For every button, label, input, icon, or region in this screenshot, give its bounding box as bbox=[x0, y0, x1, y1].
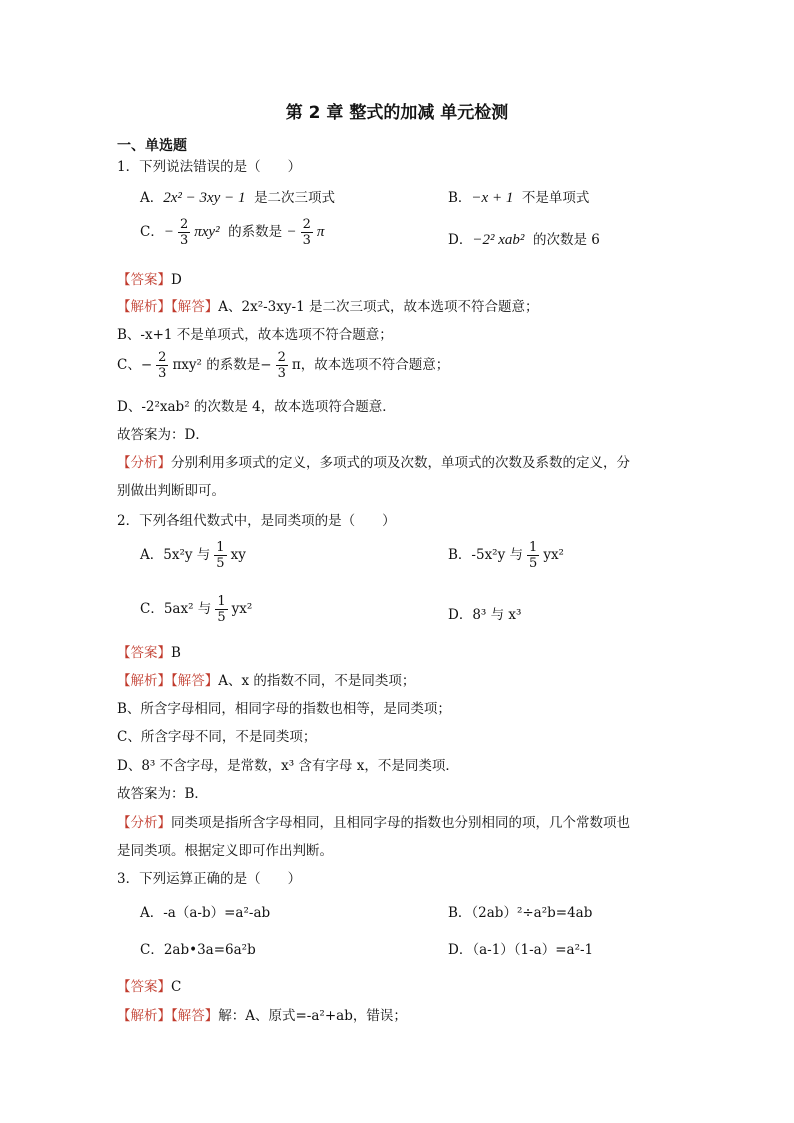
q1-c-text: 的系数是 bbox=[228, 224, 283, 240]
q1-b-label: B． bbox=[448, 190, 472, 206]
q1-c-fraction bbox=[178, 217, 190, 248]
q2-answer-tag: 【答案】 bbox=[117, 645, 171, 661]
q1-fenxi-1 bbox=[117, 451, 630, 471]
q1-c-den: 3 bbox=[179, 233, 189, 248]
q1-c-sign2: − bbox=[286, 224, 297, 240]
q2-c-pre: 5ax² 与 bbox=[163, 601, 212, 617]
q1-solution-tag: 【解答】 bbox=[171, 299, 219, 315]
q2-a-post: xy bbox=[230, 547, 246, 563]
q2-s1: A、x 的指数不同，不是同类项； bbox=[218, 673, 416, 689]
q3-solution-tag: 【解答】 bbox=[171, 1008, 219, 1024]
q2-answer bbox=[117, 641, 181, 661]
q1-answer-value: D bbox=[171, 272, 182, 288]
q2-a-pre: 5x²y 与 bbox=[163, 547, 211, 563]
section-heading: 一、单选题 bbox=[117, 138, 187, 154]
page-title: 第 2 章 整式的加减 单元检测 bbox=[285, 103, 509, 123]
q3-answer bbox=[117, 975, 181, 995]
q2-option-b bbox=[448, 540, 564, 571]
q1-a-expr: 2x² − 3xy − 1 bbox=[163, 190, 246, 206]
q2-c-label: C． bbox=[140, 601, 164, 617]
q2-option-c bbox=[140, 594, 252, 625]
q2-b-pre: -5x²y 与 bbox=[471, 547, 524, 563]
q2-option-a bbox=[140, 540, 246, 571]
q1-solution-2: B、-x+1 不是单项式，故本选项不符合题意； bbox=[117, 327, 393, 343]
q3-solution-1 bbox=[117, 1004, 407, 1024]
q3-c-text: 2ab•3a=6a²b bbox=[163, 942, 256, 958]
q1-fenxi1: 分别利用多项式的定义，多项式的项及次数，单项式的次数及系数的定义，分 bbox=[171, 455, 630, 471]
q1-answer bbox=[117, 268, 182, 288]
q2-a-num: 1 bbox=[216, 540, 225, 555]
q1-solution-4: D、-2²xab² 的次数是 4，故本选项符合题意． bbox=[117, 399, 396, 415]
q1-solution-1 bbox=[117, 295, 538, 315]
q1-s3-post: π，故本选项不符合题意； bbox=[291, 357, 450, 373]
q2-d-text: 8³ 与 x³ bbox=[472, 607, 522, 623]
q1-c-num2: 2 bbox=[302, 217, 311, 232]
q1-d-expr: −2² xab² bbox=[472, 232, 525, 248]
q3-answer-value: C bbox=[171, 979, 182, 995]
q1-c-sign: − bbox=[163, 224, 174, 240]
q3-a-label: A． bbox=[140, 905, 164, 921]
q1-s3-den2: 3 bbox=[277, 366, 286, 381]
q1-c-fraction2 bbox=[301, 217, 313, 248]
q3-analysis-tag: 【解析】 bbox=[117, 1008, 171, 1024]
q1-c-label: C． bbox=[140, 224, 164, 240]
q2-solution-1 bbox=[117, 669, 415, 689]
q1-answer-tag: 【答案】 bbox=[117, 272, 171, 288]
q3-s1: 解：A、原式=-a²+ab，错误； bbox=[218, 1008, 407, 1024]
q2-d-label: D． bbox=[448, 607, 473, 623]
q1-conclusion: 故答案为：D． bbox=[117, 427, 209, 443]
q1-analysis-tag: 【解析】 bbox=[117, 299, 171, 315]
q1-s1: A、2x²-3xy-1 是二次三项式，故本选项不符合题意； bbox=[218, 299, 539, 315]
q2-fenxi-2: 是同类项。根据定义即可作出判断。 bbox=[117, 843, 333, 859]
q1-c-expr: πxy² bbox=[194, 224, 220, 240]
q1-c-pi: π bbox=[316, 224, 325, 240]
q1-s3-num2: 2 bbox=[277, 350, 286, 365]
q1-option-b bbox=[448, 186, 589, 207]
q1-c-num: 2 bbox=[179, 217, 189, 232]
q1-d-text: 的次数是 6 bbox=[532, 232, 600, 248]
q3-answer-tag: 【答案】 bbox=[117, 979, 171, 995]
q1-solution-3 bbox=[117, 350, 449, 381]
q1-d-label: D． bbox=[448, 232, 473, 248]
q2-solution-tag: 【解答】 bbox=[171, 673, 219, 689]
q2-fenxi-tag: 【分析】 bbox=[117, 815, 171, 831]
q2-b-fraction bbox=[527, 540, 539, 571]
q3-d-label: D． bbox=[448, 942, 473, 958]
q1-fenxi-tag: 【分析】 bbox=[117, 455, 171, 471]
q3-b-label: B． bbox=[448, 905, 472, 921]
q3-option-c bbox=[140, 938, 256, 958]
q2-a-fraction bbox=[214, 540, 226, 571]
q2-b-label: B． bbox=[448, 547, 472, 563]
q2-solution-4: D、8³ 不含字母，是常数，x³ 含有字母 x，不是同类项． bbox=[117, 758, 459, 774]
q1-b-text: 不是单项式 bbox=[521, 190, 590, 206]
q2-b-den: 5 bbox=[529, 556, 538, 571]
q2-b-post: yx² bbox=[543, 547, 564, 563]
q2-c-post: yx² bbox=[231, 601, 253, 617]
q1-s3-num: 2 bbox=[158, 350, 167, 365]
q3-option-a bbox=[140, 901, 270, 921]
q2-b-num: 1 bbox=[529, 540, 538, 555]
q2-option-d bbox=[448, 603, 521, 623]
q1-s3-fraction2 bbox=[276, 350, 288, 381]
q3-a-text: -a（a-b）=a²-ab bbox=[163, 905, 271, 921]
q1-a-text: 是二次三项式 bbox=[254, 190, 336, 206]
q2-c-den: 5 bbox=[217, 610, 226, 625]
q1-a-label: A． bbox=[140, 190, 164, 206]
q2-conclusion: 故答案为：B． bbox=[117, 786, 208, 802]
q2-fenxi1: 同类项是指所含字母相同，且相同字母的指数也分别相同的项，几个常数项也 bbox=[171, 815, 630, 831]
q2-a-den: 5 bbox=[216, 556, 225, 571]
q2-answer-value: B bbox=[171, 645, 181, 661]
q3-option-d bbox=[448, 938, 593, 958]
q2-fenxi-1 bbox=[117, 811, 630, 831]
q1-s3-pre: C、− bbox=[117, 357, 153, 373]
q3-c-label: C． bbox=[140, 942, 164, 958]
q1-option-a bbox=[140, 186, 335, 207]
q1-s3-mid: πxy² 的系数是− bbox=[172, 357, 272, 373]
q3-stem: 3．下列运算正确的是（ ） bbox=[117, 871, 302, 887]
q2-analysis-tag: 【解析】 bbox=[117, 673, 171, 689]
q2-c-num: 1 bbox=[217, 594, 226, 609]
q1-c-den2: 3 bbox=[302, 233, 311, 248]
q2-solution-3: C、所含字母不同，不是同类项； bbox=[117, 729, 317, 745]
q2-stem: 2．下列各组代数式中，是同类项的是（ ） bbox=[117, 513, 396, 529]
q1-s3-den: 3 bbox=[158, 366, 167, 381]
q2-a-label: A． bbox=[140, 547, 164, 563]
q1-option-d bbox=[448, 228, 600, 249]
q3-option-b bbox=[448, 901, 592, 921]
q1-b-expr: −x + 1 bbox=[471, 190, 514, 206]
q1-s3-fraction bbox=[156, 350, 168, 381]
q3-b-text: （2ab）²÷a²b=4ab bbox=[471, 905, 593, 921]
q2-c-fraction bbox=[215, 594, 227, 625]
q1-stem: 1．下列说法错误的是（ ） bbox=[117, 159, 302, 175]
q2-solution-2: B、所含字母相同，相同字母的指数也相等，是同类项； bbox=[117, 701, 451, 717]
q1-fenxi-2: 别做出判断即可。 bbox=[117, 483, 225, 499]
q1-option-c bbox=[140, 217, 324, 248]
q3-d-text: （a-1）（1-a）=a²-1 bbox=[472, 942, 594, 958]
